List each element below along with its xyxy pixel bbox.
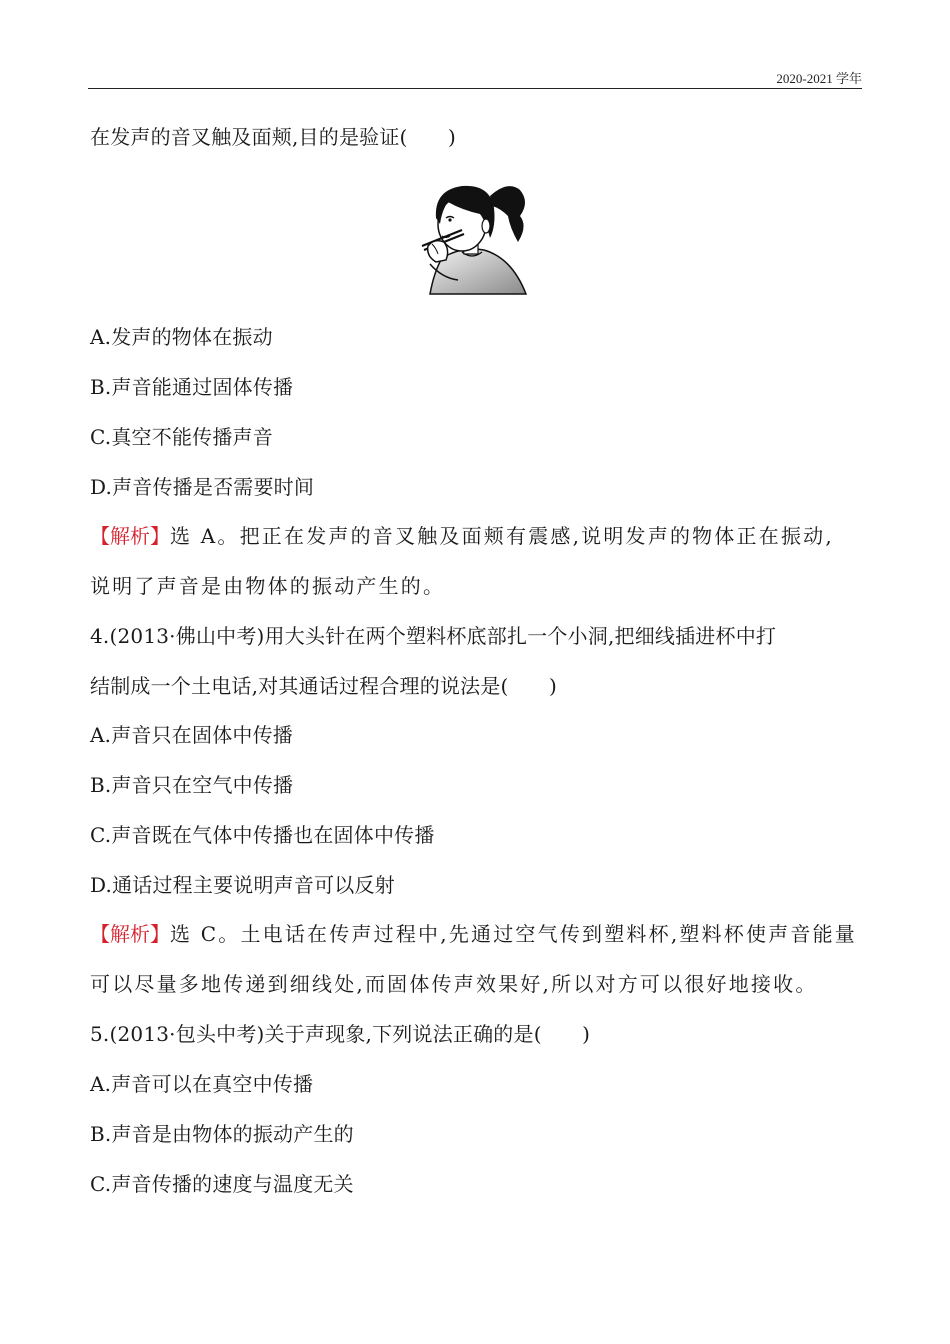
- analysis-text: 选 A。把正在发声的音叉触及面颊有震感,说明发声的物体正在振动,: [170, 524, 834, 548]
- q3-option-d: D.声音传播是否需要时间: [90, 475, 315, 499]
- q3-option-a: A.发声的物体在振动: [90, 325, 273, 349]
- girl-tuning-fork-illustration: [412, 180, 532, 296]
- q5-option-a: A.声音可以在真空中传播: [90, 1072, 314, 1096]
- q4-analysis-line-1: [90, 921, 857, 947]
- analysis-text: 选 C。土电话在传声过程中,先通过空气传到塑料杯,塑料杯使声音能量: [170, 922, 857, 946]
- q3-analysis-line-1: [90, 523, 834, 549]
- q3-analysis-line-2: 说明了声音是由物体的振动产生的。: [90, 574, 446, 598]
- q4-option-a: A.声音只在固体中传播: [90, 723, 294, 747]
- q4-stem-line-2: 结制成一个土电话,对其通话过程合理的说法是( ): [90, 674, 557, 698]
- q5-option-b: B.声音是由物体的振动产生的: [90, 1122, 354, 1146]
- header-year: 2020-2021 学年: [776, 71, 862, 86]
- q3-option-b: B.声音能通过固体传播: [90, 375, 294, 399]
- q4-option-b: B.声音只在空气中传播: [90, 773, 294, 797]
- page-header: [88, 66, 862, 89]
- q3-stem: 在发声的音叉触及面颊,目的是验证( ): [90, 125, 456, 149]
- q4-analysis-line-2: 可以尽量多地传递到细线处,而固体传声效果好,所以对方可以很好地接收。: [90, 972, 818, 996]
- q5-stem: 5.(2013·包头中考)关于声现象,下列说法正确的是( ): [90, 1022, 591, 1046]
- q4-option-d: D.通话过程主要说明声音可以反射: [90, 873, 395, 897]
- analysis-label: 【解析】: [90, 922, 170, 946]
- q3-option-c: C.真空不能传播声音: [90, 425, 273, 449]
- q4-option-c: C.声音既在气体中传播也在固体中传播: [90, 823, 435, 847]
- q5-option-c: C.声音传播的速度与温度无关: [90, 1172, 354, 1196]
- q4-stem-line-1: 4.(2013·佛山中考)用大头针在两个塑料杯底部扎一个小洞,把细线插进杯中打: [90, 624, 777, 648]
- analysis-label: 【解析】: [90, 524, 170, 548]
